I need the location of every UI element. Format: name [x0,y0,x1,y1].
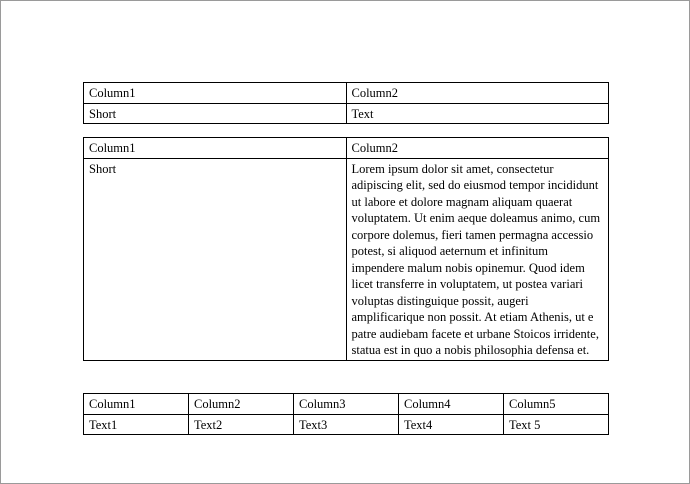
table-row [84,414,609,435]
table-two-column-long-text [83,137,609,361]
header-cell: Column3 [294,394,399,415]
table-header-row [84,83,609,104]
table-two-column-short [83,82,609,124]
table-cell-paragraph: Lorem ipsum dolor sit amet, consectetur adipiscing elit, sed do eiusmod tempor incididunt ut labore et dolore magnam aliquam quaerat voluptatem. Ut enim aeque doleamus animo, cum corpore dolemus, fieri tamen permagna accessio potest, si aliquod aeternum et infinitum impendere malum nobis opinemur. Quod idem licet transferre in voluptatem, ut postea variari voluptas distinguique possit, augeri amplificarique non possit. At etiam Athenis, ut e patre audiebam facete et urbane Stoicos irridente, statua est in quo a nobis philosophia defensa et. [346,158,609,360]
header-cell: Column1 [84,83,347,104]
header-cell: Column2 [346,83,609,104]
table-row [84,103,609,124]
table-cell: Text4 [399,414,504,435]
table-row [84,158,609,360]
table-header-row [84,138,609,159]
table-five-column [83,393,609,435]
header-cell: Column2 [189,394,294,415]
table-cell: Short [84,158,347,360]
table-cell: Text3 [294,414,399,435]
header-cell: Column5 [504,394,609,415]
header-cell: Column1 [84,394,189,415]
header-cell: Column2 [346,138,609,159]
table-cell: Text1 [84,414,189,435]
header-cell: Column1 [84,138,347,159]
table-cell: Text 5 [504,414,609,435]
table-header-row [84,394,609,415]
table-cell: Text [346,103,609,124]
table-cell: Short [84,103,347,124]
header-cell: Column4 [399,394,504,415]
table-cell: Text2 [189,414,294,435]
